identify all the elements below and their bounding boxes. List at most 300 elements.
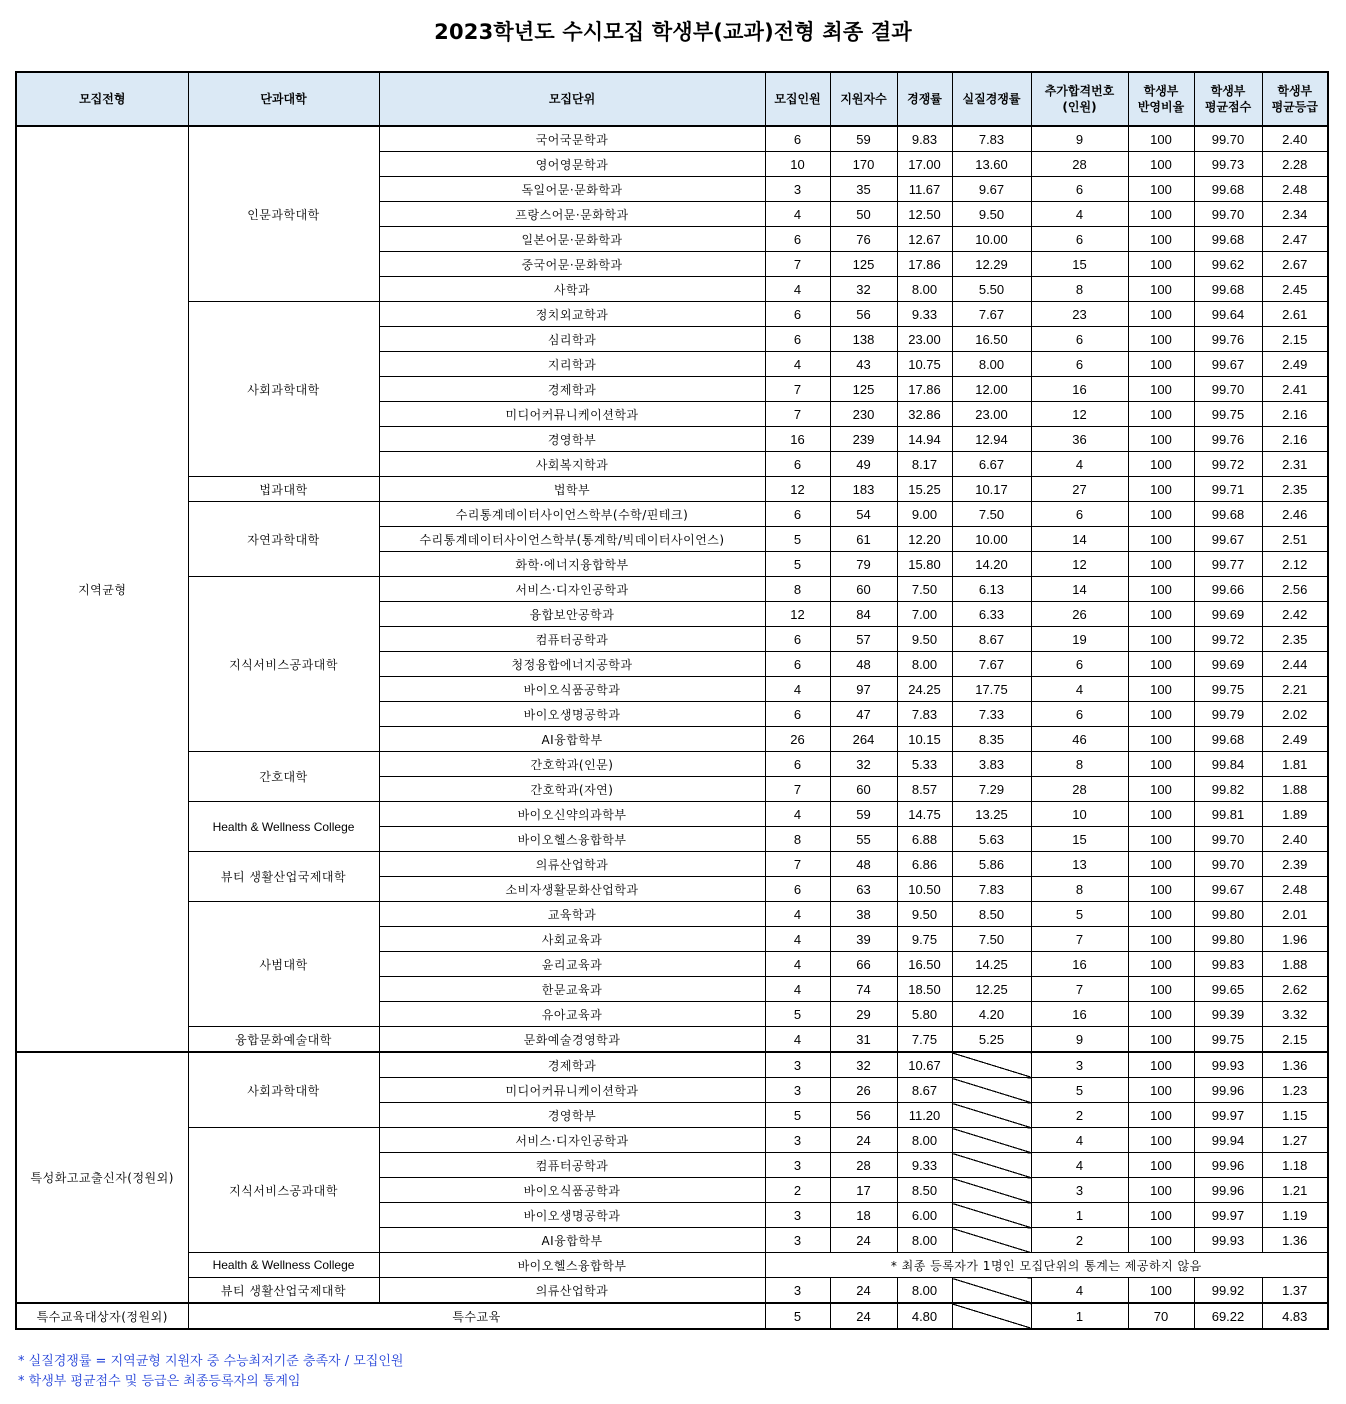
table-row [16,126,1328,152]
reflect-cell: 100 [1128,1078,1194,1103]
avg-score-cell: 99.92 [1194,1278,1262,1304]
ratio-cell: 11.20 [897,1103,952,1128]
avg-score-cell: 99.80 [1194,927,1262,952]
quota-cell: 3 [765,177,830,202]
unit-cell: 법학부 [379,477,765,502]
quota-cell: 3 [765,1278,830,1304]
avg-score-cell: 99.64 [1194,302,1262,327]
college-cell: 인문과학대학 [188,126,379,302]
table-row [16,1027,1328,1053]
reflect-cell: 100 [1128,277,1194,302]
avg-grade-cell: 2.67 [1262,252,1328,277]
applicants-cell: 125 [830,377,897,402]
quota-cell: 4 [765,677,830,702]
avg-score-cell: 99.96 [1194,1153,1262,1178]
applicants-cell: 48 [830,852,897,877]
college-cell: 지식서비스공과대학 [188,577,379,752]
unit-cell: 간호학과(인문) [379,752,765,777]
avg-grade-cell: 2.35 [1262,477,1328,502]
ratio-cell: 9.33 [897,1153,952,1178]
unit-cell: 서비스·디자인공학과 [379,577,765,602]
unit-cell: 문화예술경영학과 [379,1027,765,1053]
applicants-cell: 57 [830,627,897,652]
header-avg-score: 학생부 평균점수 [1194,72,1262,126]
college-cell: 융합문화예술대학 [188,1027,379,1053]
avg-score-cell: 99.68 [1194,727,1262,752]
avg-grade-cell: 1.36 [1262,1052,1328,1078]
reflect-cell: 100 [1128,302,1194,327]
ratio-cell: 6.86 [897,852,952,877]
extra-cell: 6 [1031,702,1128,727]
avg-grade-cell: 2.42 [1262,602,1328,627]
admission-type-cell: 특성화고교출신자(정원외) [16,1052,188,1303]
unit-cell: 소비자생활문화산업학과 [379,877,765,902]
table-row [16,1128,1328,1153]
extra-cell: 9 [1031,126,1128,152]
avg-grade-cell: 2.49 [1262,352,1328,377]
table-row [16,902,1328,927]
unit-cell: 독일어문·문화학과 [379,177,765,202]
quota-cell: 6 [765,877,830,902]
applicants-cell: 138 [830,327,897,352]
college-cell: 사회과학대학 [188,302,379,477]
ratio-cell: 8.00 [897,652,952,677]
unit-cell: 수리통계데이터사이언스학부(수학/핀테크) [379,502,765,527]
reflect-cell: 100 [1128,1052,1194,1078]
extra-cell: 6 [1031,177,1128,202]
avg-score-cell: 99.75 [1194,1027,1262,1053]
admission-type-cell: 특수교육대상자(정원외) [16,1303,188,1329]
unit-cell: 국어국문학과 [379,126,765,152]
table-row [16,577,1328,602]
extra-cell: 8 [1031,277,1128,302]
extra-cell: 4 [1031,1278,1128,1304]
real-ratio-cell: 13.60 [952,152,1031,177]
ratio-cell: 8.50 [897,1178,952,1203]
avg-grade-cell: 2.56 [1262,577,1328,602]
extra-cell: 15 [1031,827,1128,852]
real-ratio-cell: 12.25 [952,977,1031,1002]
quota-cell: 6 [765,227,830,252]
extra-cell: 19 [1031,627,1128,652]
applicants-cell: 29 [830,1002,897,1027]
extra-cell: 2 [1031,1103,1128,1128]
reflect-cell: 100 [1128,352,1194,377]
avg-grade-cell: 2.02 [1262,702,1328,727]
real-ratio-cell: 10.00 [952,227,1031,252]
real-ratio-cell: 7.33 [952,702,1031,727]
extra-cell: 14 [1031,577,1128,602]
ratio-cell: 9.50 [897,627,952,652]
avg-grade-cell: 2.61 [1262,302,1328,327]
unit-cell: 컴퓨터공학과 [379,1153,765,1178]
header-avg-grade: 학생부 평균등급 [1262,72,1328,126]
ratio-cell: 6.00 [897,1203,952,1228]
header-reflect: 학생부 반영비율 [1128,72,1194,126]
applicants-cell: 60 [830,577,897,602]
table-row [16,852,1328,877]
avg-score-cell: 99.75 [1194,402,1262,427]
ratio-cell: 7.75 [897,1027,952,1053]
quota-cell: 4 [765,277,830,302]
header-college: 단과대학 [188,72,379,126]
avg-grade-cell: 2.16 [1262,402,1328,427]
unit-cell: 미디어커뮤니케이션학과 [379,402,765,427]
college-cell: 자연과학대학 [188,502,379,577]
table-row [16,1303,1328,1329]
ratio-cell: 5.80 [897,1002,952,1027]
avg-grade-cell: 1.89 [1262,802,1328,827]
extra-cell: 36 [1031,427,1128,452]
unit-cell: 바이오헬스융합학부 [379,827,765,852]
applicants-cell: 39 [830,927,897,952]
ratio-cell: 8.00 [897,1128,952,1153]
reflect-cell: 100 [1128,652,1194,677]
unit-cell: 경영학부 [379,427,765,452]
extra-cell: 12 [1031,552,1128,577]
header-applicants: 지원자수 [830,72,897,126]
table-row [16,302,1328,327]
unit-cell: 바이오식품공학과 [379,1178,765,1203]
real-ratio-cell [952,1203,1031,1228]
quota-cell: 6 [765,452,830,477]
applicants-cell: 32 [830,1052,897,1078]
applicants-cell: 24 [830,1228,897,1253]
applicants-cell: 56 [830,302,897,327]
avg-grade-cell: 2.35 [1262,627,1328,652]
reflect-cell: 100 [1128,852,1194,877]
reflect-cell: 100 [1128,126,1194,152]
applicants-cell: 74 [830,977,897,1002]
avg-grade-cell: 1.19 [1262,1203,1328,1228]
reflect-cell: 100 [1128,202,1194,227]
extra-cell: 6 [1031,652,1128,677]
avg-score-cell: 99.39 [1194,1002,1262,1027]
avg-grade-cell: 1.36 [1262,1228,1328,1253]
quota-cell: 4 [765,352,830,377]
avg-score-cell: 99.68 [1194,177,1262,202]
unit-cell: 수리통계데이터사이언스학부(통계학/빅데이터사이언스) [379,527,765,552]
table-row [16,802,1328,827]
real-ratio-cell: 23.00 [952,402,1031,427]
real-ratio-cell: 5.50 [952,277,1031,302]
avg-score-cell: 99.96 [1194,1078,1262,1103]
avg-score-cell: 99.77 [1194,552,1262,577]
unit-cell: 한문교육과 [379,977,765,1002]
quota-cell: 3 [765,1078,830,1103]
avg-score-cell: 99.71 [1194,477,1262,502]
reflect-cell: 100 [1128,1103,1194,1128]
ratio-cell: 9.33 [897,302,952,327]
ratio-cell: 11.67 [897,177,952,202]
header-real-ratio: 실질경쟁률 [952,72,1031,126]
college-cell: 간호대학 [188,752,379,802]
avg-grade-cell: 2.46 [1262,502,1328,527]
ratio-cell: 8.00 [897,277,952,302]
avg-score-cell: 99.75 [1194,677,1262,702]
reflect-cell: 100 [1128,1027,1194,1053]
ratio-cell: 16.50 [897,952,952,977]
avg-score-cell: 99.62 [1194,252,1262,277]
real-ratio-cell: 6.33 [952,602,1031,627]
admission-type-cell: 지역균형 [16,126,188,1052]
applicants-cell: 59 [830,126,897,152]
real-ratio-cell: 12.29 [952,252,1031,277]
unit-cell: 융합보안공학과 [379,602,765,627]
avg-score-cell: 99.73 [1194,152,1262,177]
reflect-cell: 70 [1128,1303,1194,1329]
unit-cell: 바이오식품공학과 [379,677,765,702]
ratio-cell: 7.83 [897,702,952,727]
quota-cell: 7 [765,402,830,427]
quota-cell: 16 [765,427,830,452]
header-type: 모집전형 [16,72,188,126]
applicants-cell: 24 [830,1128,897,1153]
header-row [16,72,1328,126]
reflect-cell: 100 [1128,927,1194,952]
quota-cell: 5 [765,1002,830,1027]
quota-cell: 6 [765,327,830,352]
avg-score-cell: 99.84 [1194,752,1262,777]
unit-cell: 사회교육과 [379,927,765,952]
extra-cell: 46 [1031,727,1128,752]
unit-cell: 사학과 [379,277,765,302]
reflect-cell: 100 [1128,677,1194,702]
avg-score-cell: 99.70 [1194,202,1262,227]
ratio-cell: 23.00 [897,327,952,352]
avg-grade-cell: 2.12 [1262,552,1328,577]
real-ratio-cell: 9.67 [952,177,1031,202]
unit-cell: AI융합학부 [379,727,765,752]
quota-cell: 7 [765,777,830,802]
quota-cell: 4 [765,977,830,1002]
extra-cell: 6 [1031,327,1128,352]
quota-cell: 12 [765,477,830,502]
applicants-cell: 183 [830,477,897,502]
applicants-cell: 56 [830,1103,897,1128]
applicants-cell: 125 [830,252,897,277]
real-ratio-cell: 8.50 [952,902,1031,927]
extra-cell: 28 [1031,777,1128,802]
reflect-cell: 100 [1128,1153,1194,1178]
ratio-cell: 10.75 [897,352,952,377]
real-ratio-cell [952,1103,1031,1128]
avg-score-cell: 99.79 [1194,702,1262,727]
real-ratio-cell: 17.75 [952,677,1031,702]
no-stats-notice: * 최종 등록자가 1명인 모집단위의 통계는 제공하지 않음 [765,1253,1328,1278]
real-ratio-cell: 5.63 [952,827,1031,852]
reflect-cell: 100 [1128,727,1194,752]
ratio-cell: 15.80 [897,552,952,577]
real-ratio-cell: 7.29 [952,777,1031,802]
ratio-cell: 24.25 [897,677,952,702]
ratio-cell: 14.94 [897,427,952,452]
avg-grade-cell: 2.40 [1262,827,1328,852]
real-ratio-cell [952,1278,1031,1304]
reflect-cell: 100 [1128,427,1194,452]
extra-cell: 27 [1031,477,1128,502]
table-row [16,502,1328,527]
avg-score-cell: 99.81 [1194,802,1262,827]
table-body [16,126,1328,1329]
applicants-cell: 43 [830,352,897,377]
avg-grade-cell: 1.88 [1262,777,1328,802]
unit-cell: 특수교육 [188,1303,765,1329]
applicants-cell: 24 [830,1278,897,1304]
real-ratio-cell: 5.86 [952,852,1031,877]
unit-cell: 바이오신약의과학부 [379,802,765,827]
reflect-cell: 100 [1128,1203,1194,1228]
applicants-cell: 18 [830,1203,897,1228]
applicants-cell: 38 [830,902,897,927]
extra-cell: 1 [1031,1303,1128,1329]
quota-cell: 3 [765,1052,830,1078]
avg-score-cell: 99.80 [1194,902,1262,927]
footnotes [18,1352,403,1392]
avg-score-cell: 99.65 [1194,977,1262,1002]
extra-cell: 5 [1031,1078,1128,1103]
footnote: * 학생부 평균점수 및 등급은 최종등록자의 통계임 [18,1374,301,1389]
unit-cell: 일본어문·문화학과 [379,227,765,252]
ratio-cell: 10.50 [897,877,952,902]
avg-score-cell: 99.68 [1194,227,1262,252]
unit-cell: 바이오헬스융합학부 [379,1253,765,1278]
applicants-cell: 66 [830,952,897,977]
ratio-cell: 7.50 [897,577,952,602]
avg-grade-cell: 2.39 [1262,852,1328,877]
ratio-cell: 15.25 [897,477,952,502]
header-ratio: 경쟁률 [897,72,952,126]
unit-cell: AI융합학부 [379,1228,765,1253]
real-ratio-cell: 7.50 [952,927,1031,952]
avg-grade-cell: 2.51 [1262,527,1328,552]
avg-grade-cell: 2.28 [1262,152,1328,177]
reflect-cell: 100 [1128,602,1194,627]
real-ratio-cell: 10.17 [952,477,1031,502]
avg-grade-cell: 1.15 [1262,1103,1328,1128]
reflect-cell: 100 [1128,502,1194,527]
unit-cell: 서비스·디자인공학과 [379,1128,765,1153]
unit-cell: 윤리교육과 [379,952,765,977]
quota-cell: 6 [765,302,830,327]
real-ratio-cell: 7.50 [952,502,1031,527]
page-title: 2023학년도 수시모집 학생부(교과)전형 최종 결과 [434,20,912,44]
ratio-cell: 8.57 [897,777,952,802]
reflect-cell: 100 [1128,227,1194,252]
college-cell: 뷰티 생활산업국제대학 [188,1278,379,1304]
avg-grade-cell: 1.27 [1262,1128,1328,1153]
avg-score-cell: 99.66 [1194,577,1262,602]
quota-cell: 5 [765,1103,830,1128]
avg-grade-cell: 2.34 [1262,202,1328,227]
extra-cell: 5 [1031,902,1128,927]
table-row [16,1052,1328,1078]
extra-cell: 16 [1031,1002,1128,1027]
table-row [16,1278,1328,1304]
real-ratio-cell: 16.50 [952,327,1031,352]
header-unit: 모집단위 [379,72,765,126]
avg-grade-cell: 1.96 [1262,927,1328,952]
college-cell: 사범대학 [188,902,379,1027]
real-ratio-cell [952,1178,1031,1203]
quota-cell: 5 [765,552,830,577]
real-ratio-cell: 8.67 [952,627,1031,652]
reflect-cell: 100 [1128,977,1194,1002]
avg-score-cell: 99.76 [1194,327,1262,352]
unit-cell: 교육학과 [379,902,765,927]
avg-grade-cell: 2.40 [1262,126,1328,152]
unit-cell: 바이오생명공학과 [379,702,765,727]
header-quota: 모집인원 [765,72,830,126]
applicants-cell: 84 [830,602,897,627]
avg-grade-cell: 2.01 [1262,902,1328,927]
real-ratio-cell: 7.67 [952,302,1031,327]
reflect-cell: 100 [1128,777,1194,802]
avg-grade-cell: 1.23 [1262,1078,1328,1103]
reflect-cell: 100 [1128,452,1194,477]
applicants-cell: 49 [830,452,897,477]
extra-cell: 6 [1031,352,1128,377]
unit-cell: 컴퓨터공학과 [379,627,765,652]
applicants-cell: 60 [830,777,897,802]
ratio-cell: 8.00 [897,1278,952,1304]
reflect-cell: 100 [1128,952,1194,977]
applicants-cell: 31 [830,1027,897,1053]
quota-cell: 6 [765,702,830,727]
ratio-cell: 10.15 [897,727,952,752]
avg-score-cell: 99.96 [1194,1178,1262,1203]
avg-grade-cell: 2.44 [1262,652,1328,677]
quota-cell: 4 [765,202,830,227]
avg-score-cell: 99.70 [1194,852,1262,877]
ratio-cell: 9.50 [897,902,952,927]
ratio-cell: 18.50 [897,977,952,1002]
quota-cell: 6 [765,652,830,677]
quota-cell: 8 [765,827,830,852]
unit-cell: 화학·에너지융합학부 [379,552,765,577]
footnote: * 실질경쟁률 = 지역균형 지원자 중 수능최저기준 충족자 / 모집인원 [18,1354,404,1369]
extra-cell: 7 [1031,977,1128,1002]
applicants-cell: 230 [830,402,897,427]
reflect-cell: 100 [1128,252,1194,277]
applicants-cell: 50 [830,202,897,227]
reflect-cell: 100 [1128,177,1194,202]
avg-score-cell: 99.67 [1194,877,1262,902]
applicants-cell: 32 [830,277,897,302]
avg-grade-cell: 2.48 [1262,177,1328,202]
real-ratio-cell: 14.20 [952,552,1031,577]
avg-grade-cell: 2.15 [1262,327,1328,352]
real-ratio-cell: 12.94 [952,427,1031,452]
real-ratio-cell: 3.83 [952,752,1031,777]
avg-score-cell: 99.72 [1194,627,1262,652]
avg-grade-cell: 2.41 [1262,377,1328,402]
reflect-cell: 100 [1128,327,1194,352]
college-cell: 사회과학대학 [188,1052,379,1128]
ratio-cell: 9.00 [897,502,952,527]
reflect-cell: 100 [1128,552,1194,577]
avg-score-cell: 99.72 [1194,452,1262,477]
college-cell: 법과대학 [188,477,379,502]
avg-score-cell: 69.22 [1194,1303,1262,1329]
avg-grade-cell: 2.48 [1262,877,1328,902]
quota-cell: 7 [765,852,830,877]
real-ratio-cell: 8.35 [952,727,1031,752]
extra-cell: 6 [1031,227,1128,252]
ratio-cell: 8.17 [897,452,952,477]
real-ratio-cell: 7.67 [952,652,1031,677]
avg-score-cell: 99.69 [1194,602,1262,627]
